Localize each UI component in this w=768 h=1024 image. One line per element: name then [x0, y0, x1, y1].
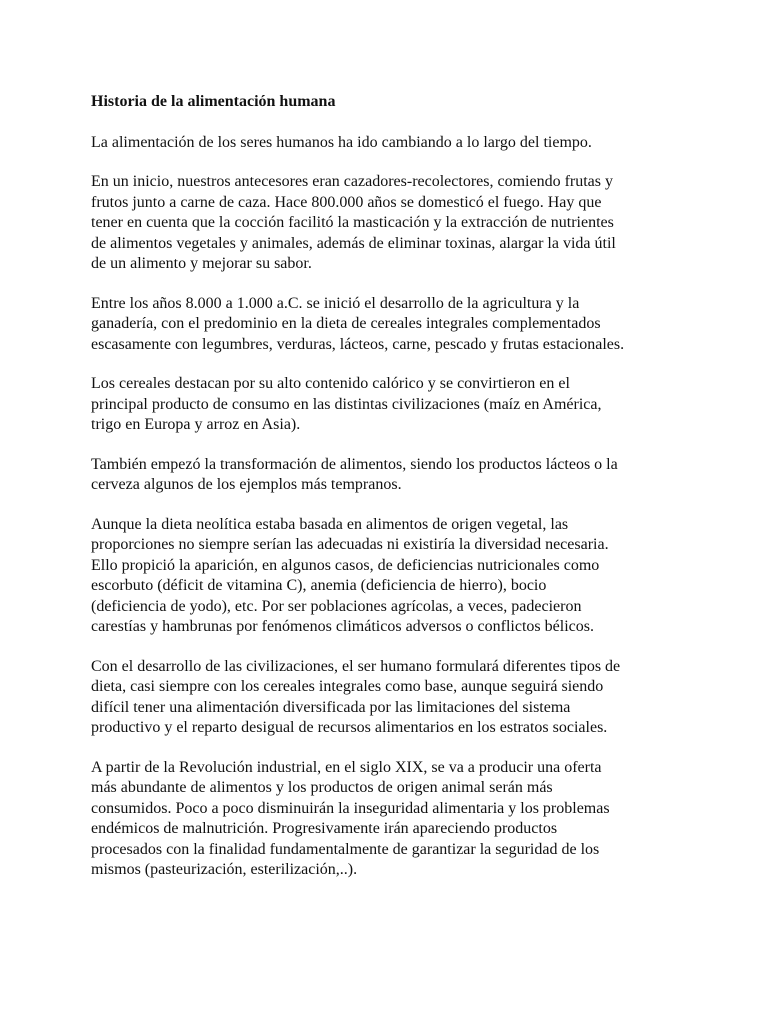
- paragraph-line: tener en cuenta que la cocción facilitó la masticación y la extracción de nutrientes: [91, 214, 614, 231]
- paragraph-line: (deficiencia de yodo), etc. Por ser poblaciones agrícolas, a veces, padecieron: [91, 597, 582, 615]
- paragraph-line: dieta, casi siempre con los cereales integrales como base, aunque seguirá siendo: [91, 678, 604, 695]
- paragraph-line: procesados con la finalidad fundamentalmente de garantizar la seguridad de los: [91, 840, 600, 858]
- paragraph-line: carestías y hambrunas por fenómenos climáticos adversos o conflictos bélicos.: [91, 618, 594, 635]
- paragraph: [91, 172, 691, 275]
- paragraph-line: cerveza algunos de los ejemplos más tempranos.: [91, 476, 402, 493]
- paragraph-line: de un alimento y mejorar su sabor.: [91, 255, 312, 272]
- document-title: Historia de la alimentación humana: [91, 93, 336, 110]
- paragraph-line: endémicos de malnutrición. Progresivamente irán apareciendo productos: [91, 820, 558, 837]
- paragraph-line: productivo y el reparto desigual de recursos alimentarios en los estratos sociales.: [91, 719, 608, 736]
- paragraph-line: de alimentos vegetales y animales, además de eliminar toxinas, alargar la vida útil: [91, 234, 616, 252]
- paragraph-line: principal producto de consumo en las distintas civilizaciones (maíz en América,: [91, 395, 602, 413]
- paragraph-line: Aunque la dieta neolítica estaba basada en alimentos de origen vegetal, las: [91, 515, 569, 533]
- paragraph-line: frutos junto a carne de caza. Hace 800.000 años se domesticó el fuego. Hay que: [91, 193, 602, 211]
- paragraph: [91, 515, 691, 638]
- paragraph-line: consumidos. Poco a poco disminuirán la inseguridad alimentaria y los problemas: [91, 799, 610, 817]
- paragraph-line: En un inicio, nuestros antecesores eran cazadores-recolectores, comiendo frutas y: [91, 173, 613, 190]
- paragraph-line: escasamente con legumbres, verduras, lácteos, carne, pescado y frutas estacionales.: [91, 335, 625, 353]
- paragraph-line: más abundante de alimentos y los productos de origen animal serán más: [91, 779, 553, 796]
- paragraph-line: ganadería, con el predominio en la dieta de cereales integrales complementados: [91, 315, 601, 332]
- paragraph-line: proporciones no siempre serían las adecuadas ni existiría la diversidad necesaria.: [91, 536, 609, 553]
- paragraph-line: Entre los años 8.000 a 1.000 a.C. se inició el desarrollo de la agricultura y la: [91, 294, 580, 312]
- document-body: [91, 92, 691, 900]
- paragraph-line: Ello propició la aparición, en algunos casos, de deficiencias nutricionales como: [91, 556, 600, 574]
- paragraph-line: escorbuto (déficit de vitamina C), anemia (deficiencia de hierro), bocio: [91, 577, 547, 594]
- paragraph-line: mismos (pasteurización, esterilización,..).: [91, 861, 358, 878]
- paragraph: [91, 455, 691, 496]
- paragraph: [91, 657, 691, 739]
- paragraph: [91, 133, 691, 154]
- paragraph-line: Con el desarrollo de las civilizaciones, el ser humano formulará diferentes tipos de: [91, 657, 621, 675]
- paragraph-line: También empezó la transformación de alimentos, siendo los productos lácteos o la: [91, 455, 618, 473]
- paragraph-list: [91, 133, 691, 881]
- paragraph-line: La alimentación de los seres humanos ha ido cambiando a lo largo del tiempo.: [91, 133, 592, 151]
- paragraph: [91, 758, 691, 881]
- paragraph-line: trigo en Europa y arroz en Asia).: [91, 416, 301, 433]
- paragraph: [91, 374, 691, 436]
- paragraph-line: Los cereales destacan por su alto contenido calórico y se convirtieron en el: [91, 375, 570, 392]
- paragraph-line: difícil tener una alimentación diversificada por las limitaciones del sistema: [91, 698, 571, 716]
- paragraph: [91, 294, 691, 356]
- paragraph-line: A partir de la Revolución industrial, en el siglo XIX, se va a producir una oferta: [91, 758, 602, 776]
